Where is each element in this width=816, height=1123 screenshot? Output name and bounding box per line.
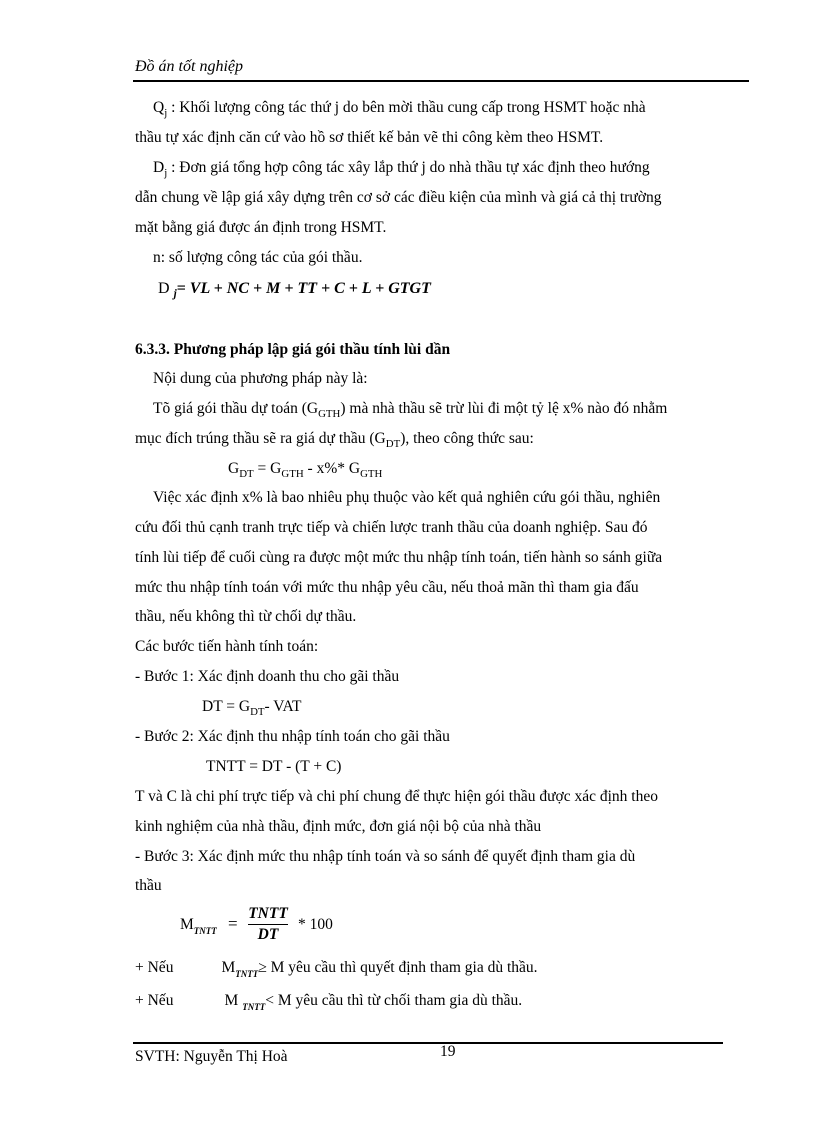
step1: - Bước 1: Xác định doanh thu cho gãi thầu [135,668,400,685]
m-formula-eq: = [228,914,238,933]
dj-formula-rhs: = VL + NC + M + TT + C + L + GTGT [176,280,431,297]
para-line1: Việc xác định x% là bao nhiêu phụ thuộc vào kết quả nghiên cứu gói thầu, nghiên [153,489,661,506]
section-intro: Nội dung của phương pháp này là: [153,370,368,387]
footer-author: SVTH: Nguyễn Thị Hoà [135,1048,288,1065]
dj-definition-line3: mặt bằng giá được án định trong HSMT. [135,219,387,236]
bid-price-formula: $G_{DT} = G_{GTH} - x\%*$ $G_{GTH}$ [228,460,383,480]
footer-rule [133,1042,723,1044]
fraction-denominator: DT [257,926,279,943]
para-line5: thầu, nếu không thì từ chối dự thầu. [135,608,357,625]
step3-line2: thầu [135,877,162,894]
tc-line2: kinh nghiệm của nhà thầu, định mức, đơn giá nội bộ của nhà thầu [135,818,542,835]
m-formula-lhs: $M_{TNTT}$ [180,916,217,936]
step2-formula: TNTT = DT - (T + C) [206,758,342,775]
m-formula-fraction [248,905,288,944]
m-formula-multiplier: * 100 [298,916,333,933]
fraction-numerator: TNTT [248,905,288,925]
method-line1: Tõ giá gói thầu dự toán $(G_{GTH})$ mà nhà thầu sẽ trừ lùi đi một tỷ lệ x% nào đó nhằm [153,400,668,420]
section-heading: 6.3.3. Phương pháp lập giá gói thầu tính lùi dần [135,341,451,358]
header-rule [133,80,749,82]
para-line4: mức thu nhập tính toán với mức thu nhập yêu cầu, nếu thoả mãn thì tham gia đấu [135,579,639,596]
para-line2: cứu đối thủ cạnh tranh trực tiếp và chiến lược tranh thầu của doanh nghiệp. Sau đó [135,519,648,536]
n-definition: n: số lượng công tác của gói thầu. [153,249,363,266]
step2: - Bước 2: Xác định thu nhập tính toán cho gãi thầu [135,728,450,745]
dj-formula: D $_j$= VL + NC + M + TT + C + L + GTGT [158,280,431,300]
qj-definition-line2: thầu tự xác định căn cứ vào hồ sơ thiết kế bản vẽ thi công kèm theo HSMT. [135,129,604,146]
para-line3: tính lùi tiếp để cuối cùng ra được một mức thu nhập tính toán, tiến hành so sánh giữa [135,549,663,566]
qj-definition-line1: $Q_j$ : Khối lượng công tác thứ j do bên mời thầu cung cấp trong HSMT hoặc nhà [153,99,646,119]
dj-definition-line1: $D_j$ : Đơn giá tổng hợp công tác xây lắp thứ j do nhà thầu tự xác định theo hướng [153,159,650,179]
step3-line1: - Bước 3: Xác định mức thu nhập tính toán và so sánh để quyết định tham gia dù [135,848,636,865]
dj-definition-line2: dẫn chung về lập giá xây dựng trên cơ sở các điều kiện của mình và giá cả thị trường [135,189,662,206]
page-header: Đồ án tốt nghiệp [135,58,243,75]
method-line2: mục đích trúng thầu sẽ ra giá dự thầu $(G_{DT})$, theo công thức sau: [135,430,534,450]
steps-title: Các bước tiến hành tính toán: [135,638,319,655]
step1-formula: DT = $G_{DT}-$ VAT [202,698,302,718]
tc-line1: T và C là chi phí trực tiếp và chi phí chung để thực hiện gói thầu được xác định theo [135,788,658,805]
condition-1: + Nếu $M_{TNTT}\ge M$ yêu cầu thì quyết định tham gia dù thầu. [135,959,538,979]
page-number: 19 [440,1043,456,1060]
condition-2: + Nếu M $_{TNTT}$< M yêu cầu thì từ chối tham gia dù thầu. [135,992,523,1012]
